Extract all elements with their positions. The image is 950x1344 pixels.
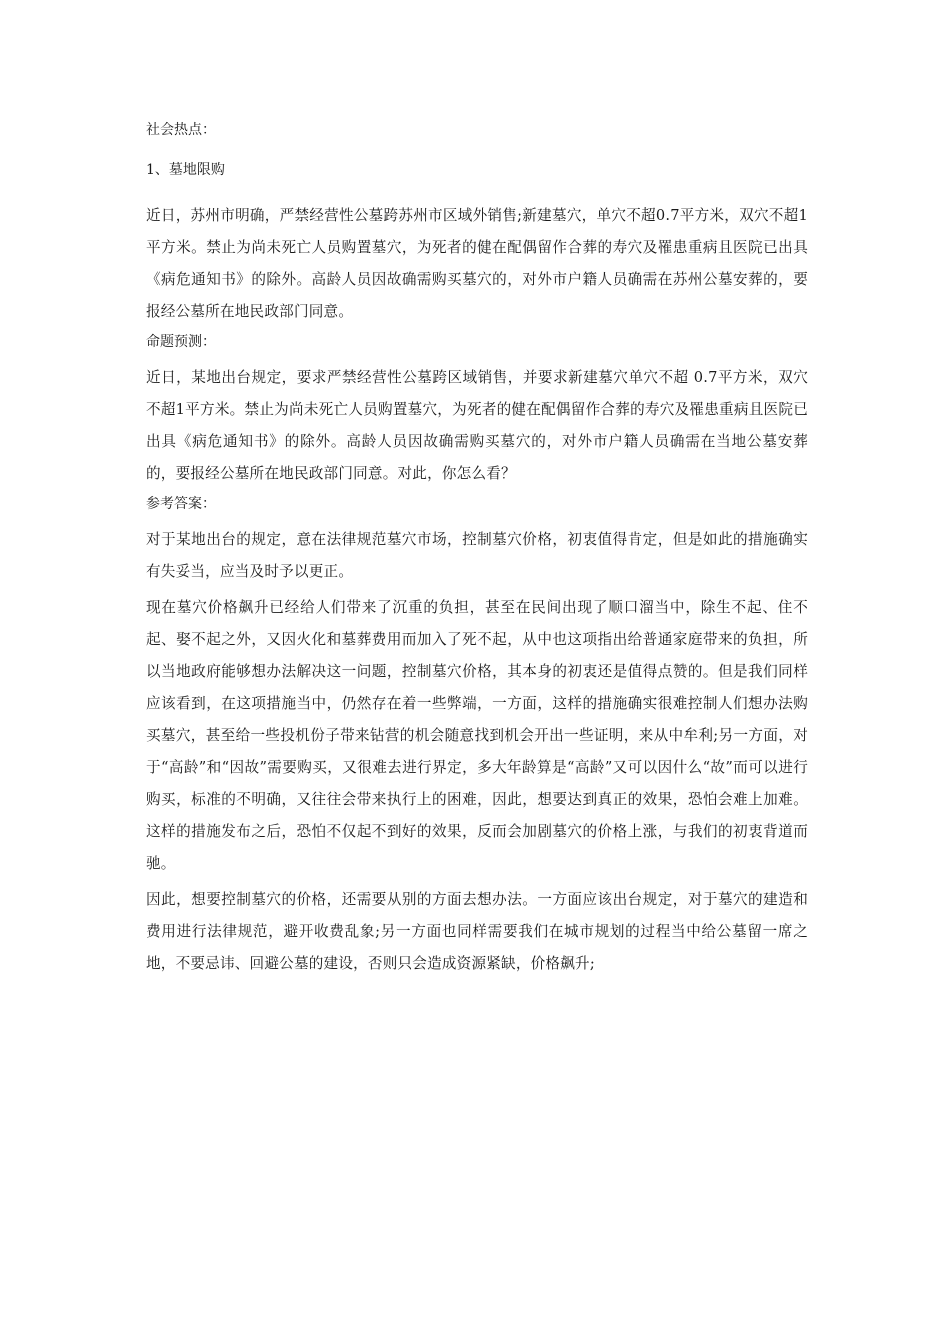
document-body bbox=[146, 120, 808, 980]
news-paragraph: 近日，苏州市明确，严禁经营性公墓跨苏州市区域外销售;新建墓穴，单穴不超0.7平方米，双穴不超1平方米。禁止为尚未死亡人员购置墓穴，为死者的健在配偶留作合葬的寿穴及罹患重病且医院已出具《病危通知书》的除外。高龄人员因故确需购买墓穴的，对外市户籍人员确需在苏州公墓安葬的，要报经公墓所在地民政部门同意。 bbox=[146, 207, 808, 320]
prediction-label: 命题预测： bbox=[146, 334, 216, 350]
section-title: 社会热点： bbox=[146, 122, 216, 138]
prediction-paragraph: 近日，某地出台规定，要求严禁经营性公墓跨区域销售，并要求新建墓穴单穴不超 0.7平方米，双穴不超1平方米。禁止为尚未死亡人员购置墓穴，为死者的健在配偶留作合葬的寿穴及罹患重病且医院已出具《病危通知书》的除外。高龄人员因故确需购买墓穴的，对外市户籍人员确需在当地公墓安葬的，要报经公墓所在地民政部门同意。对此，你怎么看？ bbox=[146, 369, 808, 482]
answer-paragraph-3: 因此，想要控制墓穴的价格，还需要从别的方面去想办法。一方面应该出台规定，对于墓穴的建造和费用进行法律规范，避开收费乱象;另一方面也同样需要我们在城市规划的过程当中给公墓留一席之地，不要忌讳、回避公墓的建设，否则只会造成资源紧缺，价格飙升; bbox=[146, 891, 808, 972]
answer-paragraph-2: 现在墓穴价格飙升已经给人们带来了沉重的负担，甚至在民间出现了顺口溜当中，除生不起、住不起、娶不起之外，又因火化和墓葬费用而加入了死不起，从中也这项指出给普通家庭带来的负担，所以当地政府能够想办法解决这一问题，控制墓穴价格，其本身的初衷还是值得点赞的。但是我们同样应该看到，在这项措施当中，仍然存在着一些弊端，一方面，这样的措施确实很难控制人们想办法购买墓穴，甚至给一些投机份子带来钻营的机会随意找到机会开出一些证明，来从中牟利;另一方面，对于“高龄”和“因故”需要购买，又很难去进行界定，多大年龄算是“高龄”又可以因什么“故”而可以进行购买，标准的不明确，又往往会带来执行上的困难，因此，想要达到真正的效果，恐怕会难上加难。这样的措施发布之后，恐怕不仅起不到好的效果，反而会加剧墓穴的价格上涨，与我们的初衷背道而驰。 bbox=[146, 599, 808, 872]
answer-paragraph-1: 对于某地出台的规定，意在法律规范墓穴市场，控制墓穴价格，初衷值得肯定，但是如此的措施确实有失妥当，应当及时予以更正。 bbox=[146, 531, 808, 580]
topic-title: 1、墓地限购 bbox=[146, 162, 225, 178]
answer-label: 参考答案： bbox=[146, 496, 216, 512]
